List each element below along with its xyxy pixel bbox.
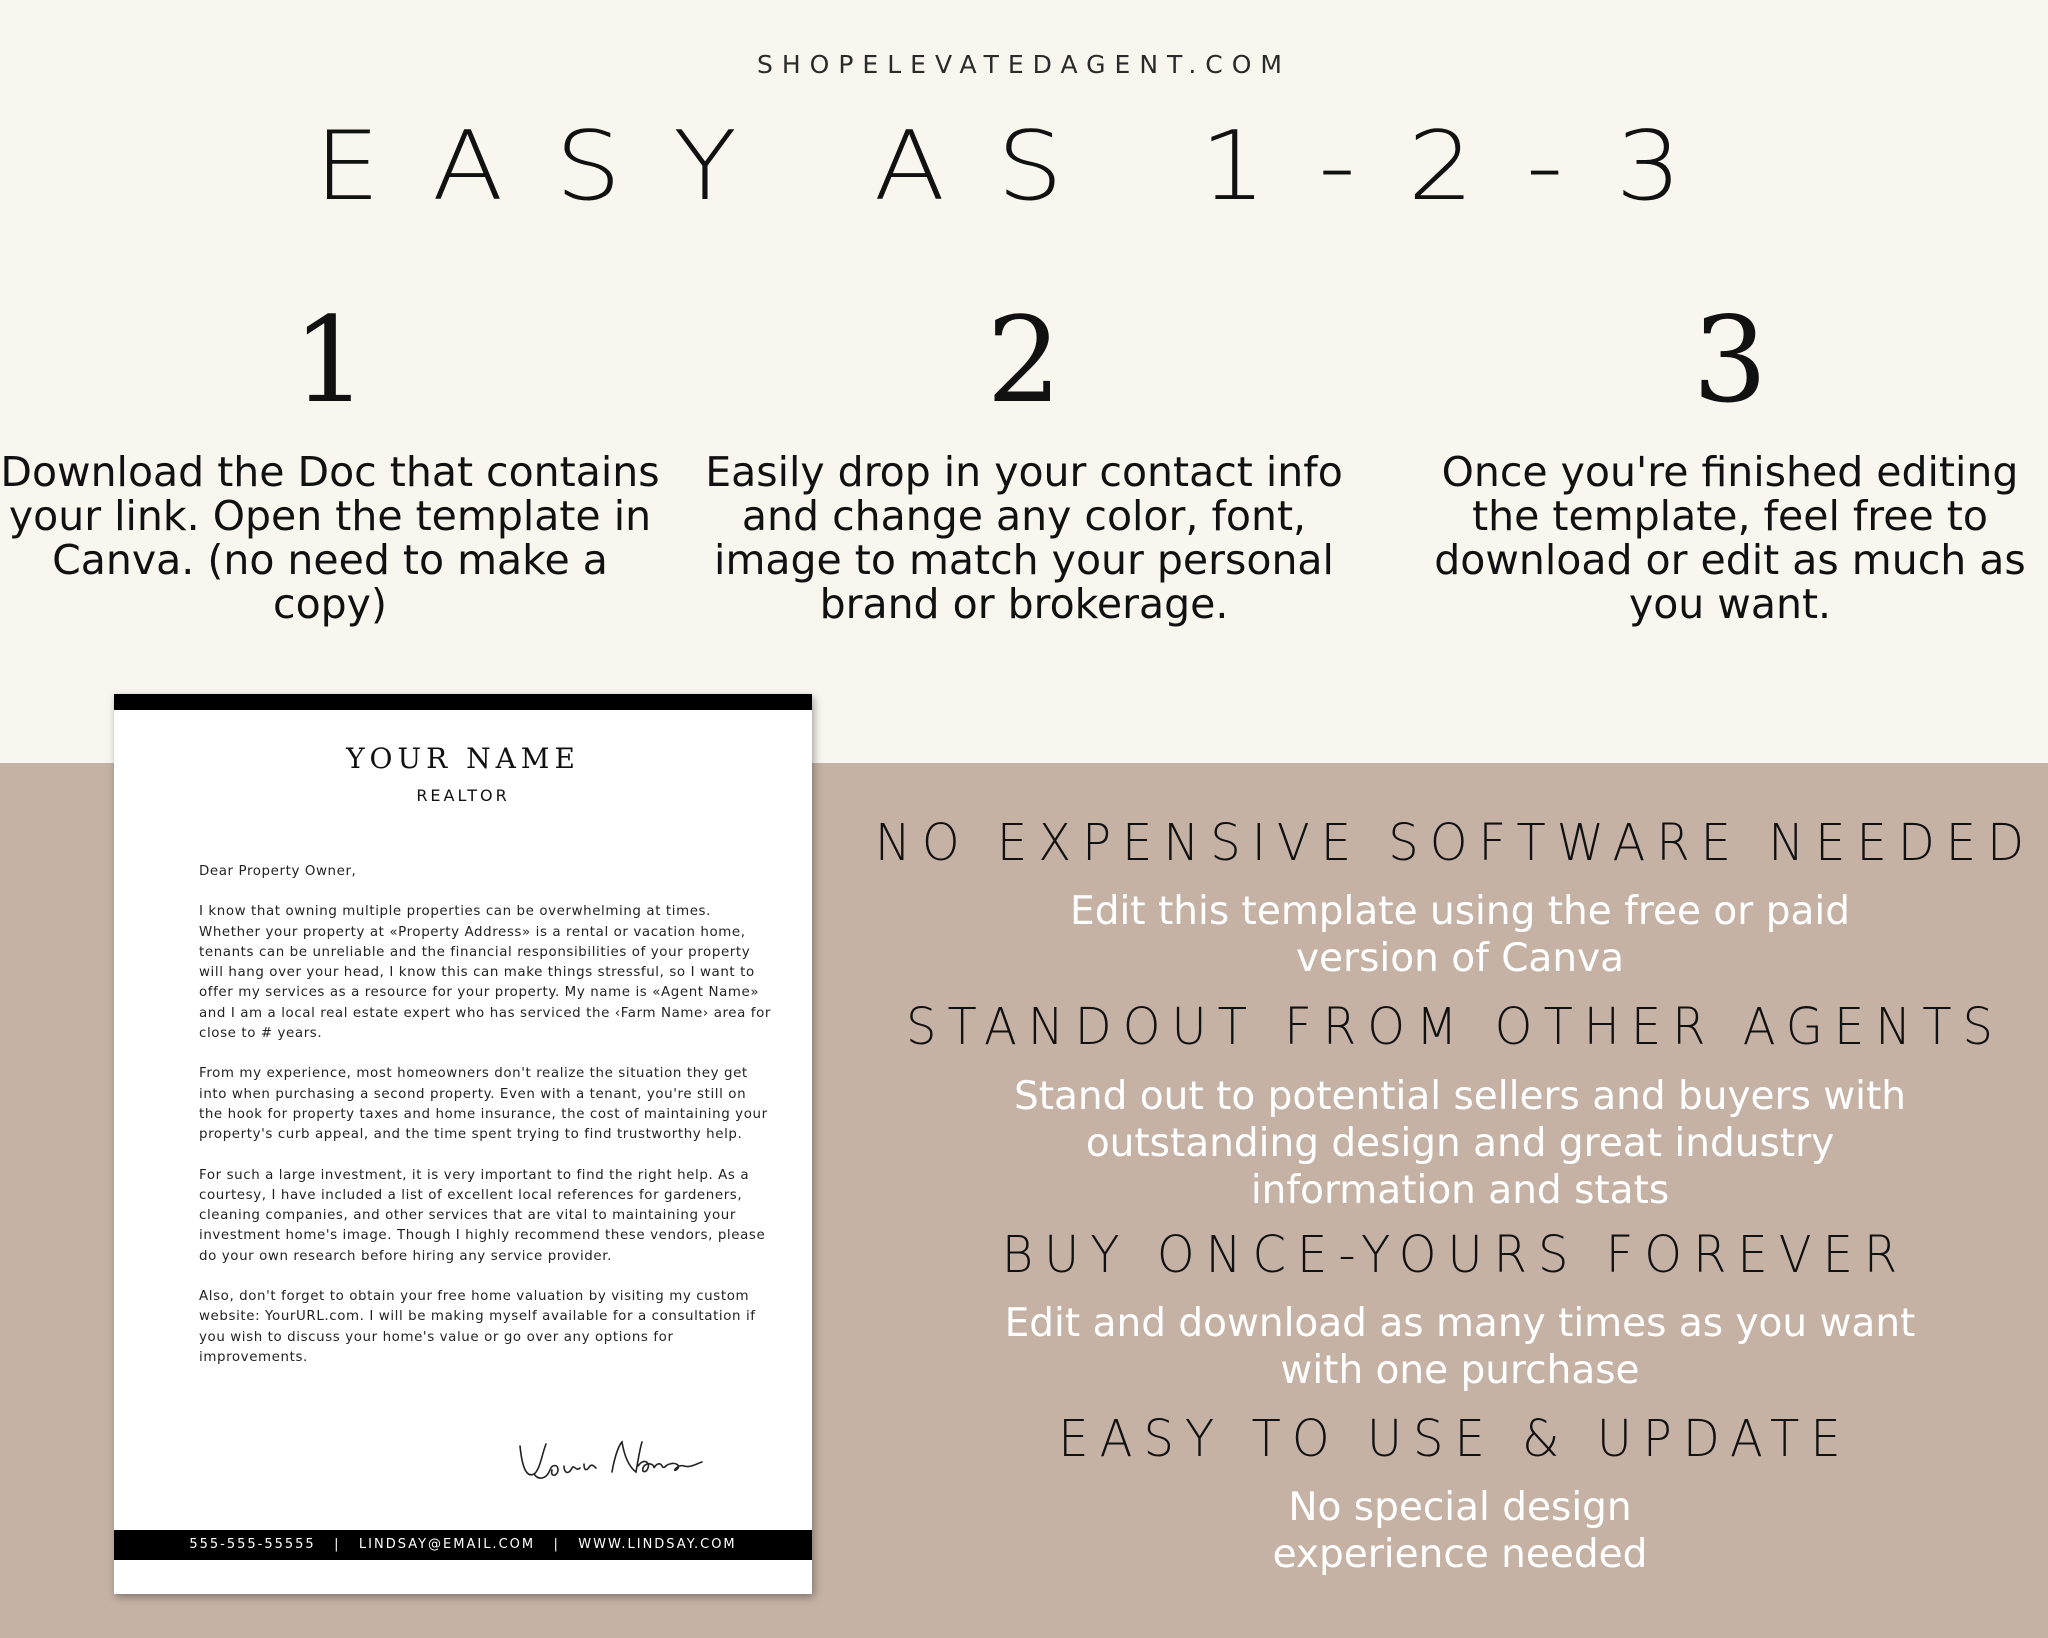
letter-paragraph: I know that owning multiple properties can be overwhelming at times. Whether your property at «Property Address» is a rental or vacation home, tenants can be unreliable and the financial responsibilities of your property will hang over your head, I know this can make things stressful, so I want to offer my services as a resource for your property. My name is «Agent Name» and I am a local real estate expert who has serviced the ‹Farm Name› area for close to # years. (199, 904, 772, 1042)
feature-heading: BUY ONCE-YOURS FOREVER (1001, 1225, 1909, 1285)
letter-body (199, 862, 774, 1388)
footer-separator: | (334, 1537, 341, 1552)
letter-template-preview (114, 694, 812, 1594)
letter-greeting: Dear Property Owner, (199, 864, 357, 879)
letter-top-bar (114, 694, 812, 710)
step-number: 1 (292, 291, 368, 429)
step-1 (0, 290, 680, 626)
footer-phone: 555-555-55555 (189, 1537, 316, 1552)
letter-paragraph: Also, don't forget to obtain your free home valuation by visiting my custom website: YourURL.com. I will be making myself available for a consultation if you wish to discuss your home's value or go over any options for improvements. (199, 1289, 756, 1365)
feature-heading: STANDOUT FROM OTHER AGENTS (905, 997, 2004, 1057)
footer-separator: | (553, 1537, 560, 1552)
feature-description: Edit and download as many times as you want with one purchase (1004, 1301, 1916, 1393)
main-title: EASY AS 1-2-3 (314, 109, 1734, 223)
feature-heading: NO EXPENSIVE SOFTWARE NEEDED (874, 813, 2036, 873)
letter-paragraph: For such a large investment, it is very important to find the right help. As a courtesy, I have included a list of excellent local references for gardeners, cleaning companies, and other services that are vital to maintaining your investment home's image. Though I highly recommend these vendors, please do your own research before hiring any service provider. (199, 1167, 766, 1264)
feature-heading: EASY TO USE & UPDATE (1058, 1409, 1852, 1469)
step-number: 2 (986, 291, 1062, 429)
letter-agent-role: REALTOR (416, 786, 510, 805)
step-number: 3 (1692, 291, 1768, 429)
step-2 (674, 290, 1374, 626)
site-url: SHOPELEVATEDAGENT.COM (757, 50, 1291, 79)
step-3 (1380, 290, 2048, 626)
letter-paragraph: From my experience, most homeowners don't realize the situation they get into when purchasing a second property. Even with a tenant, you're still on the hook for property taxes and home insurance, the cost of maintaining your property's curb appeal, and the time spent trying to find trustworthy help. (199, 1066, 768, 1143)
feature-description: No special design experience needed (1272, 1485, 1648, 1577)
letter-agent-name: YOUR NAME (346, 742, 580, 775)
step-description: Easily drop in your contact info and change any color, font, image to match your personal brand or brokerage. (705, 448, 1343, 628)
feature-description: Edit this template using the free or paid version of Canva (1070, 889, 1850, 981)
step-description: Download the Doc that contains your link. Open the template in Canva. (no need to make a copy) (0, 448, 660, 628)
footer-email: LINDSAY@EMAIL.COM (358, 1537, 536, 1552)
footer-website: WWW.LINDSAY.COM (578, 1537, 737, 1552)
signature-image (512, 1436, 712, 1486)
feature-description: Stand out to potential sellers and buyers with outstanding design and great industry information and stats (1013, 1074, 1907, 1213)
letter-footer-bar (114, 1530, 812, 1560)
step-description: Once you're finished editing the template, feel free to download or edit as much as you want. (1434, 448, 2026, 628)
